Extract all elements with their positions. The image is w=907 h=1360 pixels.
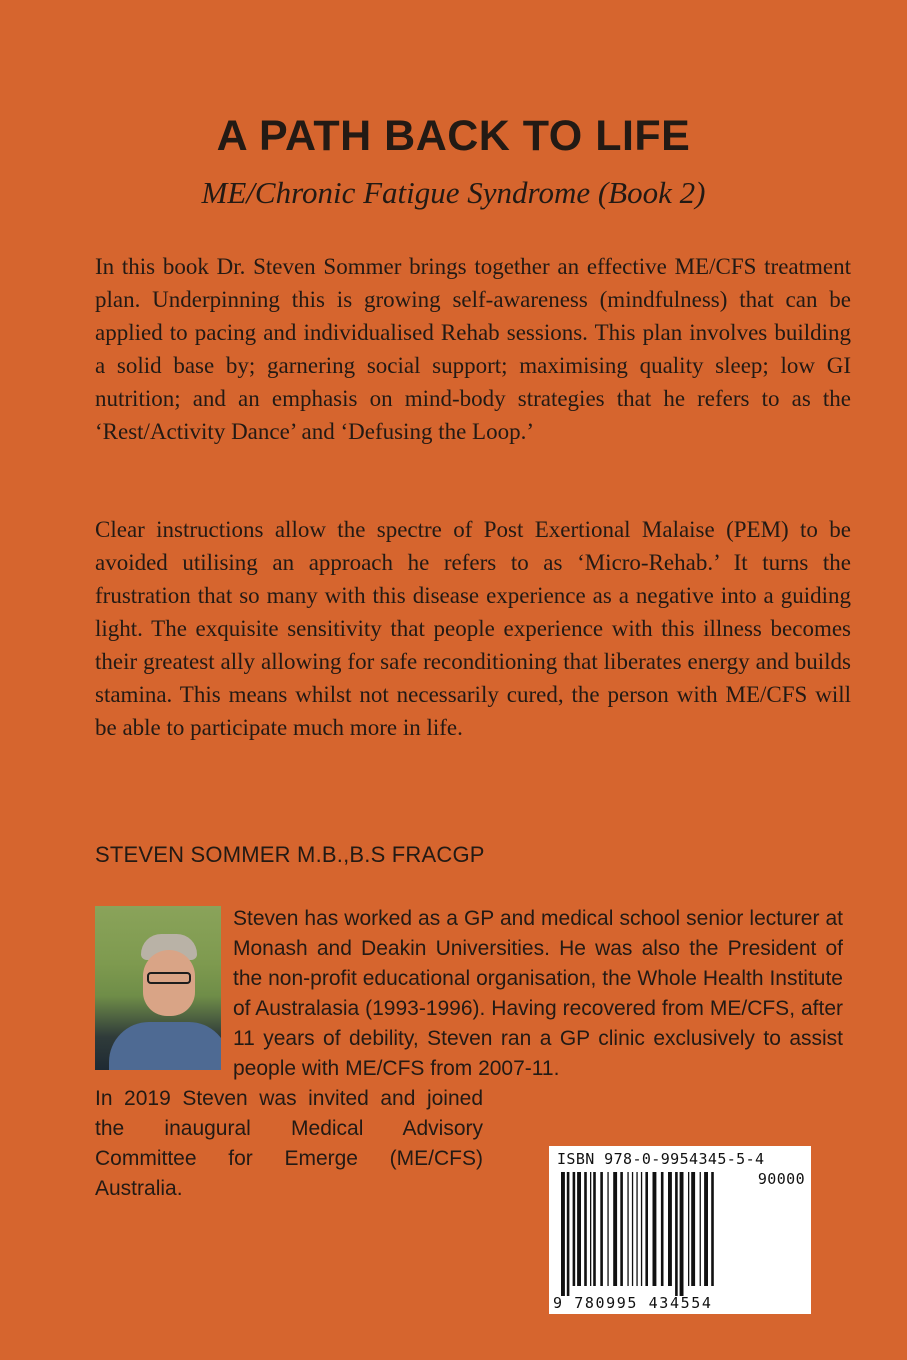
- barcode-bar: [688, 1172, 689, 1286]
- barcode-bar: [691, 1172, 695, 1286]
- barcode-bar: [573, 1172, 576, 1286]
- author-bio-tail: In 2019 Steven was invited and joined the inaugural Medical Advisory Committee for Emerge (ME/CFS) Australia.: [95, 1087, 483, 1200]
- barcode-bar: [661, 1172, 664, 1286]
- book-title: A PATH BACK TO LIFE: [216, 112, 691, 160]
- isbn-label: ISBN 978-0-9954345-5-4: [557, 1150, 765, 1168]
- book-subtitle: ME/Chronic Fatigue Syndrome (Book 2): [201, 175, 706, 210]
- barcode-bar: [590, 1172, 591, 1286]
- barcode-bar: [711, 1172, 714, 1286]
- barcode-bar: [593, 1172, 596, 1286]
- barcode-bar: [641, 1172, 642, 1286]
- barcode-bar: [704, 1172, 708, 1286]
- barcode-bar: [653, 1172, 657, 1286]
- barcode-bars: [559, 1172, 799, 1296]
- barcode-bar: [632, 1172, 633, 1286]
- author-photo: [95, 906, 221, 1070]
- barcode-bar: [613, 1172, 617, 1286]
- barcode-bar: [567, 1172, 570, 1296]
- blurb-paragraph-2: Clear instructions allow the spectre of Post Exertional Malaise (PEM) to be avoided utilising an approach he refers to as ‘Micro-Rehab.’ It turns the frustration that so many with this disease experience as a negative into a guiding light. The exquisite sensitivity that people experience with this illness becomes their greatest ally allowing for safe reconditioning that liberates energy and builds stamina. This means whilst not necessarily cured, the person with ME/CFS will be able to participate much more in life.: [95, 517, 851, 740]
- barcode-bar: [675, 1172, 678, 1296]
- barcode-bar: [600, 1172, 603, 1286]
- price-code: 90000: [757, 1170, 805, 1188]
- barcode-bar: [645, 1172, 648, 1286]
- barcode-bar: [636, 1172, 637, 1286]
- barcode-bar: [584, 1172, 587, 1286]
- isbn-barcode: [549, 1146, 811, 1314]
- author-bio-main-text: Steven has worked as a GP and medical school senior lecturer at Monash and Deakin Universities. He was also the President of the non-profit educational organisation, the Whole Health Institute of Australasia (1993-1996). Having recovered from ME/CFS, after 11 years of debility, Steven ran a GP clinic exclusively to assist people with ME/CFS from 2007-11.: [233, 907, 843, 1080]
- barcode-bar: [620, 1172, 623, 1286]
- author-name: STEVEN SOMMER M.B.,B.S FRACGP: [95, 842, 485, 867]
- barcode-bar: [627, 1172, 628, 1286]
- blurb-paragraph-1: In this book Dr. Steven Sommer brings together an effective ME/CFS treatment plan. Underpinning this is growing self-awareness (mindfulness) that can be applied to pacing and individualised Rehab sessions. This plan involves building a solid base by; garnering social support; maximising quality sleep; low GI nutrition; and an emphasis on mind-body strategies that he refers to as the ‘Rest/Activity Dance’ and ‘Defusing the Loop.’: [95, 254, 851, 444]
- barcode-bar: [700, 1172, 701, 1286]
- barcode-bar: [680, 1172, 684, 1296]
- glasses-icon: [147, 972, 191, 984]
- barcode-bar: [561, 1172, 565, 1296]
- barcode-bar: [607, 1172, 608, 1286]
- barcode-bar: [577, 1172, 581, 1286]
- barcode-bar: [668, 1172, 672, 1286]
- barcode-digits: 9 780995 434554: [553, 1294, 713, 1312]
